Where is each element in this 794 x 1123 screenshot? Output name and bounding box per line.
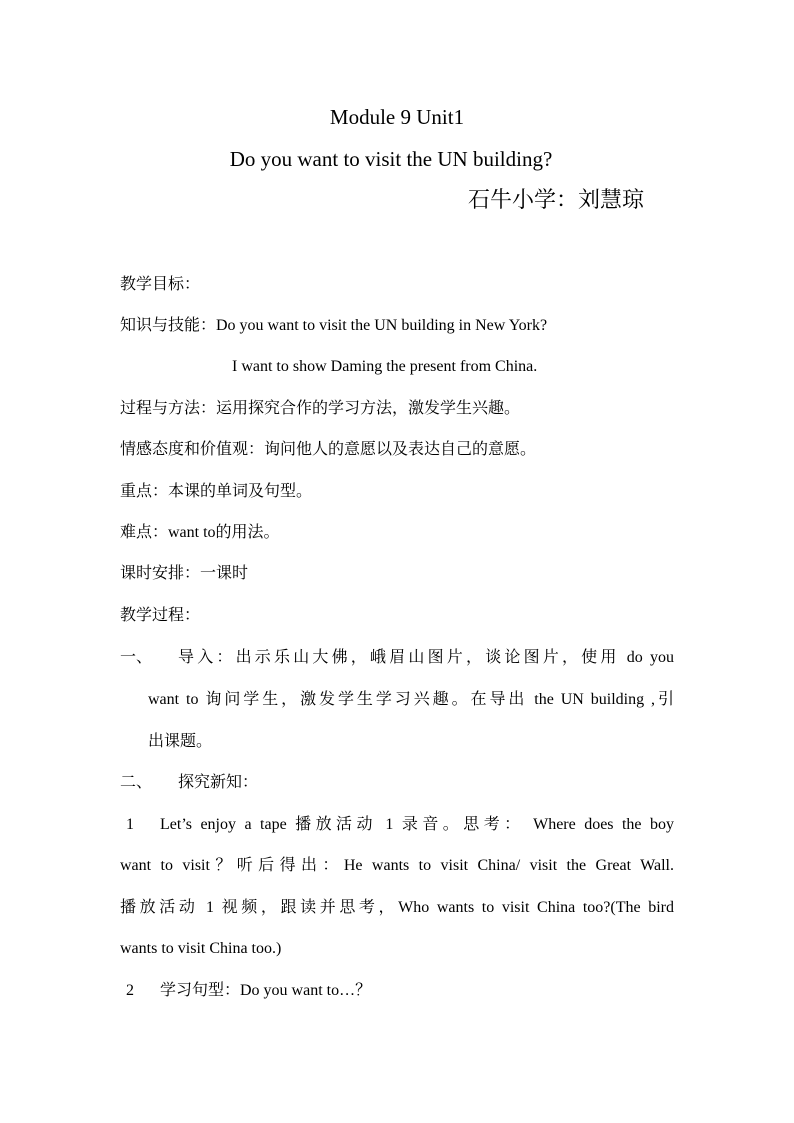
- item-two-number: 2: [126, 982, 134, 999]
- document-title: Module 9 Unit1: [329, 105, 465, 129]
- author-line: 石牛小学：刘慧琼: [468, 187, 645, 212]
- item-one-text-4: wants to visit China too.): [120, 940, 282, 957]
- item-two-text: 学习句型：Do you want to…？: [160, 982, 372, 999]
- document-subtitle: Do you want to visit the UN building?: [229, 147, 553, 171]
- class-schedule: 课时安排：一课时: [120, 565, 249, 582]
- step-one-text-2: want to 询问学生，激发学生学习兴趣。在导出 the UN building ,引: [148, 691, 674, 708]
- goals-heading: 教学目标：: [120, 276, 201, 293]
- procedure-heading: 教学过程：: [120, 607, 201, 624]
- knowledge-skills-continued: I want to show Daming the present from China.: [232, 358, 538, 375]
- step-two-text: 探究新知：: [178, 774, 259, 791]
- emotion-values: 情感态度和价值观：询问他人的意愿以及表达自己的意愿。: [120, 441, 537, 458]
- item-one-text-2: want to visit？听后得出：He wants to visit China/ visit the Great Wall.: [120, 857, 674, 874]
- process-method: 过程与方法：运用探究合作的学习方法，激发学生兴趣。: [120, 400, 521, 417]
- item-one-text: Let’s enjoy a tape 播放活动 1 录音。思考： Where does the boy: [160, 816, 674, 833]
- knowledge-skills: 知识与技能：Do you want to visit the UN building in New York?: [120, 317, 548, 334]
- step-one-text-3: 出课题。: [148, 733, 213, 750]
- step-one-number: 一、: [120, 649, 153, 666]
- key-points: 重点：本课的单词及句型。: [120, 483, 313, 500]
- item-one-number: 1: [126, 816, 134, 833]
- difficult-points: 难点：want to的用法。: [120, 524, 280, 541]
- step-two-number: 二、: [120, 774, 153, 791]
- step-one-text: 导入：出示乐山大佛，峨眉山图片，谈论图片，使用 do you: [178, 649, 674, 666]
- item-one-text-3: 播放活动 1 视频，跟读并思考，Who wants to visit China too?(The bird: [120, 899, 674, 916]
